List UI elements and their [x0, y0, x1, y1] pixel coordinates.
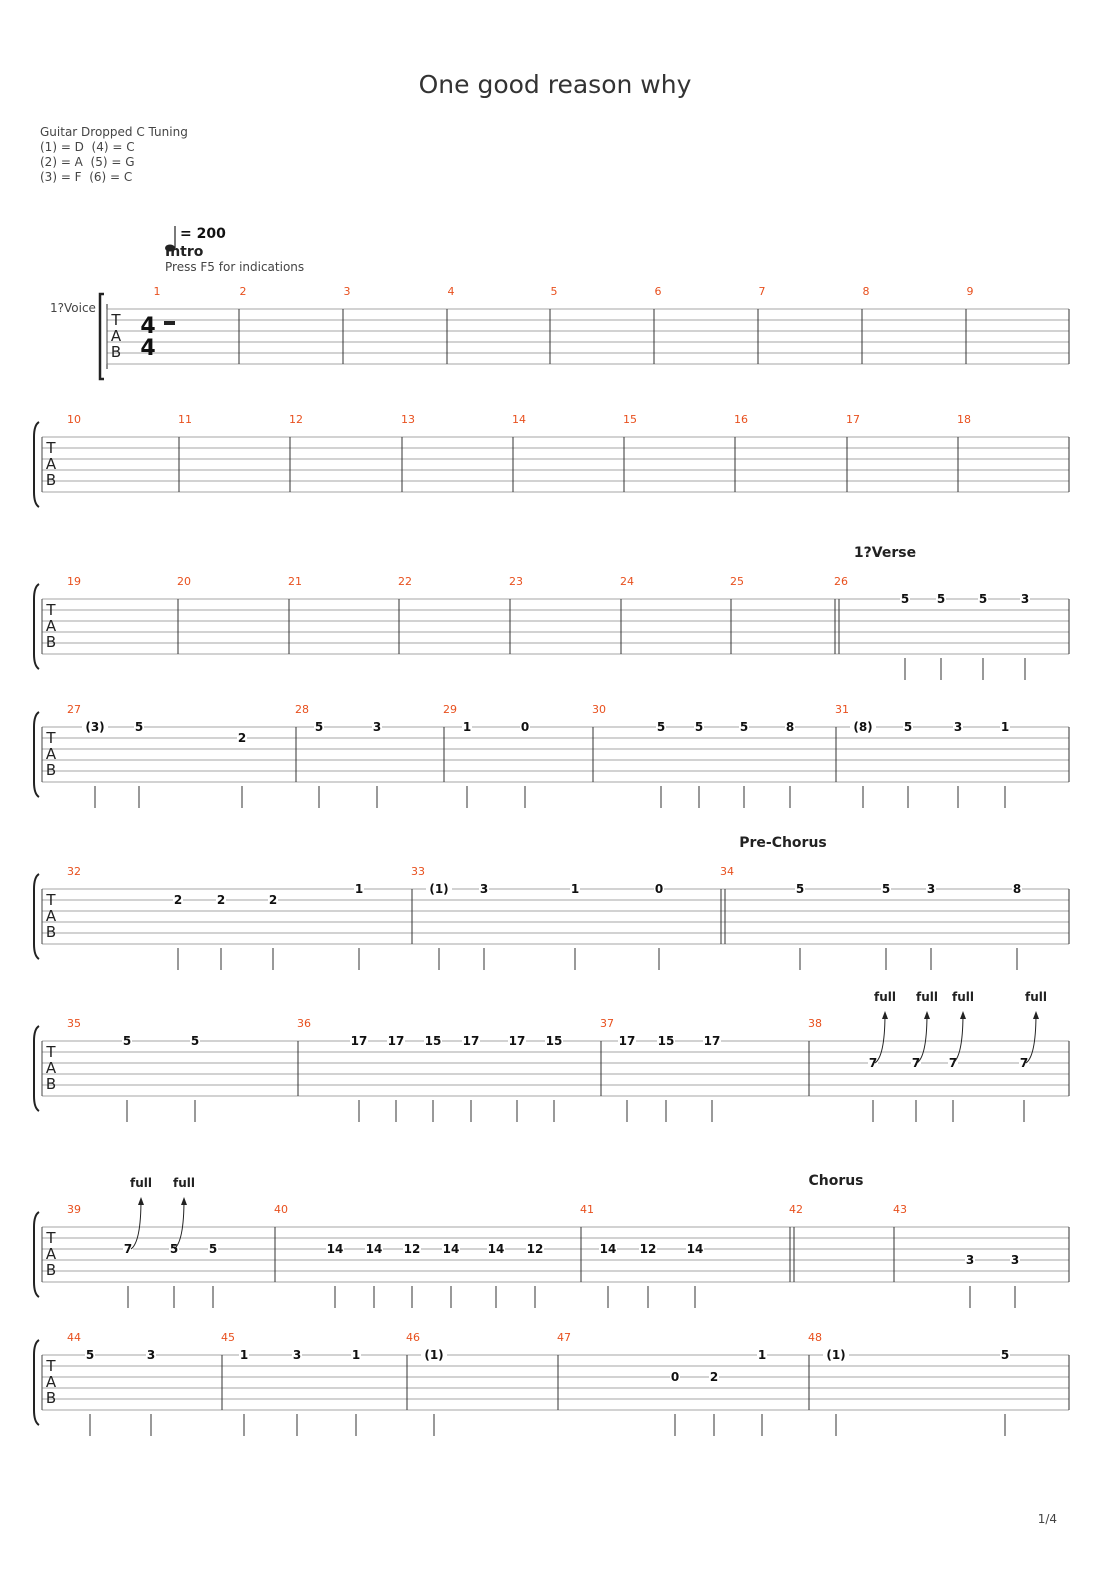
bend-label: full	[173, 1176, 195, 1190]
bend-label: full	[952, 990, 974, 1004]
fret-number: 7	[911, 1056, 921, 1070]
tab-clef-t: T	[46, 601, 56, 619]
tab-clef-b: B	[45, 471, 57, 489]
fret-number: 3	[479, 882, 489, 896]
tab-clef-a: A	[45, 1059, 57, 1077]
bend-label: full	[1025, 990, 1047, 1004]
tuning-line-1: (1) = D (4) = C	[40, 140, 135, 154]
bar-35-notes	[122, 1034, 200, 1122]
fret-number: 7	[948, 1056, 958, 1070]
bend-arrowhead	[882, 1011, 888, 1019]
fret-number: 14	[599, 1242, 617, 1256]
measure-number: 18	[957, 413, 971, 426]
bar-46-notes	[421, 1348, 447, 1436]
tab-clef-a: A	[45, 1373, 57, 1391]
bar-39-notes	[123, 1242, 218, 1308]
time-signature	[140, 314, 155, 361]
bar-28-notes	[314, 720, 382, 808]
measure-number: 35	[67, 1017, 81, 1030]
fret-number: 14	[365, 1242, 383, 1256]
fret-number: 3	[965, 1253, 975, 1267]
measure-number: 10	[67, 413, 81, 426]
bar-36-notes	[350, 1034, 563, 1122]
section-label: 1?Verse	[853, 545, 917, 561]
fret-number: 15	[545, 1034, 563, 1048]
fret-number: 1	[239, 1348, 249, 1362]
tab-clef-b: B	[45, 1075, 57, 1093]
fret-number: 14	[686, 1242, 704, 1256]
tab-clef-a: A	[45, 745, 57, 763]
measure-number: 15	[623, 413, 637, 426]
tab-clef-b: B	[45, 923, 57, 941]
tuning-line-3: (3) = F (6) = C	[40, 170, 133, 184]
bar-43-notes	[965, 1253, 1020, 1308]
fret-number: 1	[351, 1348, 361, 1362]
tab-clef-a: A	[45, 455, 57, 473]
measure-number: 7	[758, 285, 766, 298]
tab-clef-b: B	[45, 1261, 57, 1279]
system-bracket	[34, 1212, 39, 1297]
fret-number: 2	[237, 731, 247, 745]
bar-40-notes	[326, 1242, 544, 1308]
bar-32-notes	[173, 882, 364, 970]
measure-number: 9	[966, 285, 974, 298]
bar-30-notes	[656, 720, 795, 808]
fret-number: 2	[268, 893, 278, 907]
measure-number: 21	[288, 575, 302, 588]
fret-number: 0	[654, 882, 664, 896]
measure-number: 11	[178, 413, 192, 426]
measure-number: 4	[447, 285, 455, 298]
fret-number: 14	[326, 1242, 344, 1256]
measure-number: 20	[177, 575, 191, 588]
measure-number: 46	[406, 1331, 420, 1344]
fret-number: 0	[520, 720, 530, 734]
tab-system-4	[34, 703, 1069, 797]
fret-number: (3)	[85, 720, 105, 734]
bar-34-notes	[795, 882, 1022, 970]
fret-number: 5	[190, 1034, 200, 1048]
measure-number: 47	[557, 1331, 571, 1344]
fret-number: 1	[462, 720, 472, 734]
measure-number: 40	[274, 1203, 288, 1216]
measure-number: 27	[67, 703, 81, 716]
fret-number: 5	[656, 720, 666, 734]
fret-number: 5	[795, 882, 805, 896]
measure-number: 22	[398, 575, 412, 588]
measure-number: 5	[550, 285, 558, 298]
track-label: 1?Voice	[50, 301, 96, 315]
bar-44-notes	[85, 1348, 156, 1436]
fret-number: 17	[462, 1034, 480, 1048]
page-number: 1/4	[1037, 1512, 1057, 1526]
measure-number: 23	[509, 575, 523, 588]
fret-number: 5	[85, 1348, 95, 1362]
measure-number: 41	[580, 1203, 594, 1216]
measure-number: 25	[730, 575, 744, 588]
fret-number: 7	[868, 1056, 878, 1070]
section-label: Pre-Chorus	[739, 835, 827, 851]
fret-number: 5	[134, 720, 144, 734]
bend-arrowhead	[960, 1011, 966, 1019]
fret-number: 5	[208, 1242, 218, 1256]
fret-number: 2	[709, 1370, 719, 1384]
bar-45-notes	[239, 1348, 361, 1436]
system-bracket	[34, 874, 39, 959]
tab-clef-t: T	[111, 311, 121, 329]
fret-number: 12	[403, 1242, 421, 1256]
half-rest	[164, 321, 175, 325]
fret-number: (1)	[826, 1348, 846, 1362]
bar-33-notes	[426, 882, 664, 970]
measure-number: 6	[654, 285, 662, 298]
time-sig-top: 4	[140, 314, 156, 339]
fret-number: 5	[169, 1242, 179, 1256]
measure-number: 30	[592, 703, 606, 716]
fret-number: 17	[387, 1034, 405, 1048]
measure-number: 43	[893, 1203, 907, 1216]
fret-number: 15	[424, 1034, 442, 1048]
measure-number: 1	[153, 285, 161, 298]
fret-number: 17	[350, 1034, 368, 1048]
measure-number: 39	[67, 1203, 81, 1216]
fret-number: 5	[739, 720, 749, 734]
fret-number: (1)	[429, 882, 449, 896]
fret-number: 3	[1020, 592, 1030, 606]
tab-clef-b: B	[110, 343, 122, 361]
system-bracket	[100, 294, 104, 379]
tuning-line-2: (2) = A (5) = G	[40, 155, 135, 169]
fret-number: 5	[978, 592, 988, 606]
measure-number: 28	[295, 703, 309, 716]
bar-29-notes	[462, 720, 530, 808]
fret-number: 3	[1010, 1253, 1020, 1267]
tab-system-8	[34, 1331, 1069, 1425]
tab-clef-t: T	[46, 891, 56, 909]
intro-note: Press F5 for indications	[165, 260, 305, 274]
measure-number: 32	[67, 865, 81, 878]
fret-number: 14	[487, 1242, 505, 1256]
bend-label: full	[874, 990, 896, 1004]
bend-label: full	[130, 1176, 152, 1190]
tab-clef-a: A	[45, 617, 57, 635]
fret-number: 2	[216, 893, 226, 907]
fret-number: 3	[292, 1348, 302, 1362]
measure-number: 34	[720, 865, 734, 878]
system-bracket	[34, 1340, 39, 1425]
fret-number: 7	[1019, 1056, 1029, 1070]
measure-number: 31	[835, 703, 849, 716]
system-bracket	[34, 422, 39, 507]
bar-47-notes	[670, 1348, 767, 1436]
bend-arrowhead	[138, 1197, 144, 1205]
fret-number: 1	[1000, 720, 1010, 734]
fret-number: 3	[953, 720, 963, 734]
fret-number: 15	[657, 1034, 675, 1048]
tuning-heading: Guitar Dropped C Tuning	[40, 125, 188, 139]
fret-number: (1)	[424, 1348, 444, 1362]
tempo-value: = 200	[180, 226, 226, 242]
tab-clef-b: B	[45, 761, 57, 779]
tab-clef-t: T	[46, 1043, 56, 1061]
fret-number: 1	[570, 882, 580, 896]
fret-number: 3	[926, 882, 936, 896]
tab-clef-t: T	[46, 1229, 56, 1247]
measure-number: 3	[343, 285, 351, 298]
measure-number: 37	[600, 1017, 614, 1030]
bar-31-notes	[850, 720, 1010, 808]
measure-number: 16	[734, 413, 748, 426]
measure-number: 8	[862, 285, 870, 298]
fret-number: 17	[618, 1034, 636, 1048]
measure-number: 17	[846, 413, 860, 426]
measure-number: 14	[512, 413, 526, 426]
fret-number: 5	[122, 1034, 132, 1048]
bar-27-notes	[82, 720, 247, 808]
fret-number: (8)	[853, 720, 873, 734]
bar-41-notes	[599, 1242, 704, 1308]
measure-number: 12	[289, 413, 303, 426]
fret-number: 5	[900, 592, 910, 606]
fret-number: 14	[442, 1242, 460, 1256]
fret-number: 3	[372, 720, 382, 734]
system-bracket	[34, 1026, 39, 1111]
tab-clef-a: A	[110, 327, 122, 345]
fret-number: 5	[936, 592, 946, 606]
tab-system-3	[34, 575, 1069, 669]
tab-system-5	[34, 865, 1069, 959]
bar-38-notes	[868, 1056, 1029, 1122]
measure-number: 44	[67, 1331, 81, 1344]
fret-number: 17	[703, 1034, 721, 1048]
tab-clef-t: T	[46, 439, 56, 457]
fret-number: 12	[639, 1242, 657, 1256]
tab-clef-a: A	[45, 1245, 57, 1263]
fret-number: 7	[123, 1242, 133, 1256]
measure-number: 19	[67, 575, 81, 588]
tab-clef-t: T	[46, 1357, 56, 1375]
tab-clef-a: A	[45, 907, 57, 925]
tab-clef-b: B	[45, 633, 57, 651]
fret-number: 12	[526, 1242, 544, 1256]
bend-arrowhead	[924, 1011, 930, 1019]
measure-number: 24	[620, 575, 634, 588]
measure-number: 26	[834, 575, 848, 588]
tab-system-7	[34, 1203, 1069, 1297]
bar-48-notes	[823, 1348, 1010, 1436]
measure-number: 13	[401, 413, 415, 426]
measure-number: 48	[808, 1331, 822, 1344]
bar-37-notes	[618, 1034, 721, 1122]
fret-number: 5	[881, 882, 891, 896]
tab-clef-t: T	[46, 729, 56, 747]
measure-number: 36	[297, 1017, 311, 1030]
fret-number: 1	[354, 882, 364, 896]
song-title: One good reason why	[418, 70, 692, 99]
fret-number: 5	[694, 720, 704, 734]
fret-number: 3	[146, 1348, 156, 1362]
fret-number: 0	[670, 1370, 680, 1384]
measure-number: 29	[443, 703, 457, 716]
fret-number: 17	[508, 1034, 526, 1048]
tab-system-1	[100, 285, 1069, 379]
measure-number: 38	[808, 1017, 822, 1030]
bar-26-notes	[900, 592, 1030, 680]
fret-number: 2	[173, 893, 183, 907]
fret-number: 1	[757, 1348, 767, 1362]
section-label: Chorus	[808, 1173, 864, 1189]
tab-system-2	[34, 413, 1069, 507]
measure-number: 42	[789, 1203, 803, 1216]
time-sig-bottom: 4	[140, 336, 156, 361]
measure-number: 2	[239, 285, 247, 298]
system-bracket	[34, 712, 39, 797]
bend-arrowhead	[181, 1197, 187, 1205]
section-intro: Intro	[165, 244, 204, 260]
fret-number: 8	[785, 720, 795, 734]
tab-clef-b: B	[45, 1389, 57, 1407]
fret-number: 5	[903, 720, 913, 734]
fret-number: 5	[1000, 1348, 1010, 1362]
bend-label: full	[916, 990, 938, 1004]
bend-arrowhead	[1033, 1011, 1039, 1019]
bend-arrow	[131, 1199, 141, 1249]
measure-number: 45	[221, 1331, 235, 1344]
fret-number: 8	[1012, 882, 1022, 896]
fret-number: 5	[314, 720, 324, 734]
system-bracket	[34, 584, 39, 669]
measure-number: 33	[411, 865, 425, 878]
